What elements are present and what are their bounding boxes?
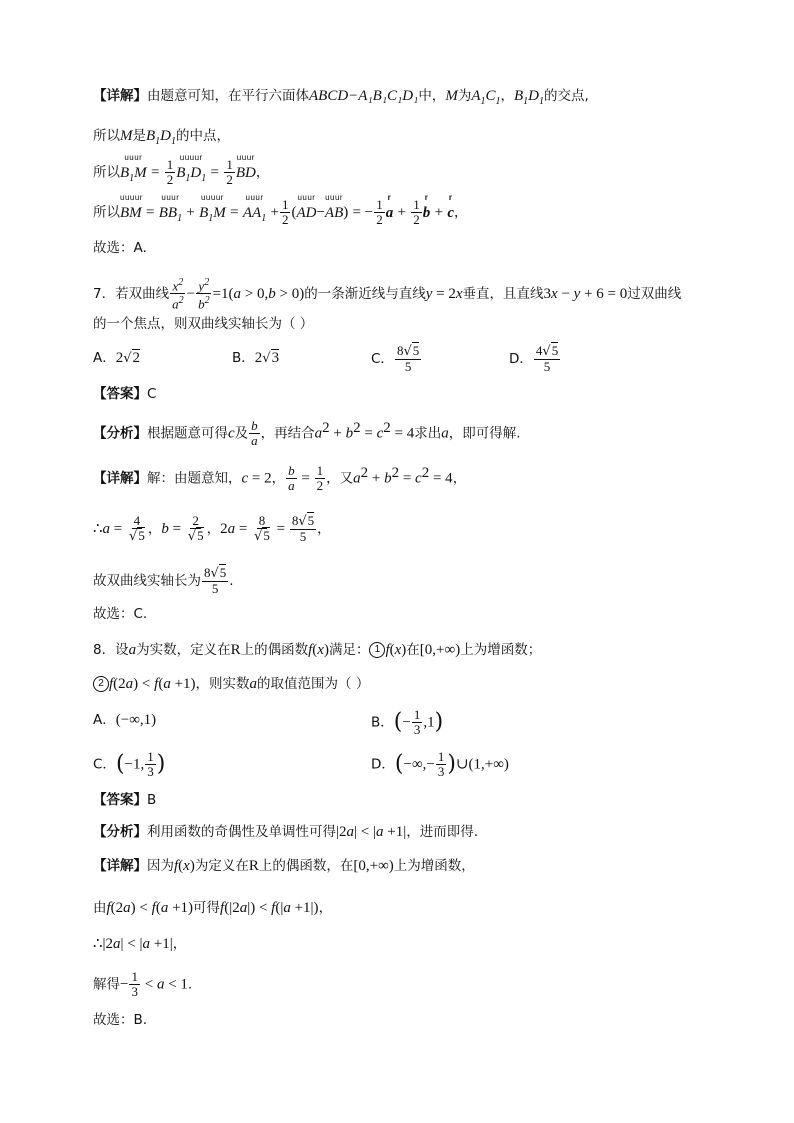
q7-analysis-line: 【分析】根据题意可得c及 $\frac{b}{a}$ ，再结合$a^2 + b^2 = c^2 = 4$求出a，即可得解. <box>93 418 521 448</box>
q7-option-a[interactable]: A．2√2 <box>93 350 141 366</box>
q6-detail-line: 【详解】由题意可知，在平行六面体ABCD−A₁B₁C₁D₁中，M为$A_1C_1$，$B_1D_1$的交点, <box>93 88 589 107</box>
q7-answer: C <box>147 386 157 402</box>
q8-answer-line: 【答案】B <box>93 792 157 808</box>
q8-option-c[interactable]: C．(−1, $\frac{1}{3}$ ) <box>93 749 166 779</box>
detail-tag: 【详解】 <box>93 88 147 104</box>
q7-final: 故选：C. <box>93 606 148 622</box>
q7-option-d[interactable]: D． $\frac{4√5}{5}$ <box>509 343 559 374</box>
q8-stem-line-1: 8．设a为实数，定义在R上的偶函数f(x)满足： 1 f(x)在[0,+∞)上为增函数； <box>93 642 542 658</box>
q7-detail-line-1: 【详解】解：由题意知，c = 2， $\frac{b}{a}$ = $\frac{1}{2}$ ，又$a^2 + b^2 = c^2 = 4$， <box>93 463 467 493</box>
q7-stem-line-1: 7．若双曲线 $\frac{x^2}{a^2}$ − $\frac{y^2}{b^2}$ =1(a > 0,b > 0)的一条渐近线与直线y = 2x垂直，且直线3x − y + 6 = 0过双曲线 <box>93 277 682 312</box>
q6-answer: 故选：A. <box>93 240 147 256</box>
q8-option-d[interactable]: D．(−∞,− $\frac{1}{3}$ )∪(1,+∞) <box>371 749 509 779</box>
q7-option-c[interactable]: C． $\frac{8√5}{5}$ <box>371 343 420 374</box>
q6-midpoint-line: 所以M是$B_1D_1$的中点， <box>93 128 231 147</box>
q8-stem-line-2: 2 f(2a) < f(a +1)，则实数a的取值范围为（ ） <box>93 674 369 694</box>
q8-answer: B <box>147 792 157 808</box>
q8-detail-line-2: 由f(2a) < f(a +1)可得f(|2a|) < f(|a +1|)， <box>93 900 333 916</box>
q8-option-b[interactable]: B．(− $\frac{1}{3}$ ,1) <box>371 707 444 737</box>
q6-vector-line-2: 所以 uuuur BM = uuur $BB_1$ + uuuur $B_1M$ = uuur $AA_1$ + $\frac{1}{2}$ ( uuur AD− uuur AB) = − $\frac{1}{2}$ r a + $\frac{1}{2}$ r b + r c， <box>93 192 468 227</box>
q8-option-a[interactable]: A．(−∞,1) <box>93 712 157 728</box>
q8-detail-line-4: 解得− $\frac{1}{3}$ < a < 1. <box>93 969 193 999</box>
q8-detail-line-1: 【详解】因为f(x)为定义在R上的偶函数，在[0,+∞)上为增函数， <box>93 858 475 874</box>
q6-vector-line-1: 所以 uuur $B_1M$ = $\frac{1}{2}$ uuuur $B_1D_1$ = $\frac{1}{2}$ uuur BD， <box>93 152 270 187</box>
q8-final: 故选：B. <box>93 1012 148 1028</box>
q8-analysis-line: 【分析】利用函数的奇偶性及单调性可得|2a| < |a +1|，进而即得. <box>93 824 478 840</box>
q7-conclusion-line: 故双曲线实轴长为 $\frac{8√5}{5}$ . <box>93 565 234 596</box>
q7-detail-line-2: ∴a = $\frac{4}{√5}$ ，b = $\frac{2}{√5}$ ，2a = $\frac{8}{√5}$ = $\frac{8√5}{5}$ ， <box>93 513 331 544</box>
q7-answer-line: 【答案】C <box>93 386 157 402</box>
q7-stem-line-2: 的一个焦点，则双曲线实轴长为（ ） <box>93 316 314 332</box>
q7-option-b[interactable]: B．2√3 <box>232 350 280 366</box>
q8-detail-line-3: ∴|2a| < |a +1|， <box>93 936 187 952</box>
math-solid: ABCD−A₁B₁C₁D₁ <box>309 88 419 104</box>
